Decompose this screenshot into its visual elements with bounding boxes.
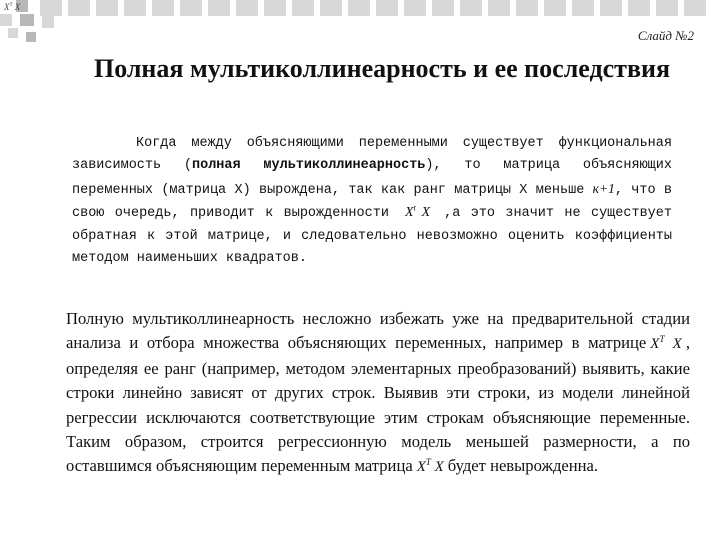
decorative-square <box>544 0 566 16</box>
decorative-square <box>124 0 146 16</box>
paragraph-full-multicollinearity <box>72 133 672 270</box>
decorative-square <box>460 0 482 16</box>
decorative-square <box>292 0 314 16</box>
slide-title: Полная мультиколлинеарность и ее последствия <box>93 54 671 83</box>
decorative-square <box>20 14 34 26</box>
decorative-square <box>180 0 202 16</box>
decorative-square <box>628 0 650 16</box>
decorative-square <box>208 0 230 16</box>
decorative-square <box>600 0 622 16</box>
corner-formula: $X^T$ X <box>4 2 21 12</box>
decorative-squares-band <box>0 0 720 44</box>
paragraph2-text-3: будет невырожденна. <box>447 456 599 476</box>
paragraph2-text-2: , определяя ее ранг (например, методом элементарных преобразований) выявить, какие строки линейно зависят от других строк. Выявив эти строки, из модели линейной регрессии исключаются соответствующие этим строкам объясняющие переменные. Таким образом, строится регрессионную модель меньшей размерности, а по оставшимся объясняющим переменным матрица <box>66 333 691 476</box>
formula-xtx: $X^t$ X <box>404 203 431 221</box>
decorative-square <box>376 0 398 16</box>
decorative-square <box>42 16 54 28</box>
paragraph1-text-4: ,а это значит не существует обратная к этой матрице, и следовательно невозможно оценить коэффициенты методом наименьших квадратов. <box>72 206 672 267</box>
decorative-square <box>516 0 538 16</box>
paragraph1-text-3: , что в свою очередь, приводит к вырожденности <box>72 182 673 222</box>
paragraph1-term: полная мультиколлинеарность <box>192 158 426 174</box>
decorative-square <box>348 0 370 16</box>
paragraph1-rank-expression: к+1 <box>592 180 615 196</box>
decorative-square <box>8 28 18 38</box>
decorative-square <box>152 0 174 16</box>
decorative-square <box>656 0 678 16</box>
paragraph2-text-1: Полную мультиколлинеарность несложно избежать уже на предварительной стадии анализа и отбора множества объясняющих переменных, например в матрице <box>66 309 690 353</box>
decorative-square <box>320 0 342 16</box>
decorative-square <box>26 32 36 42</box>
slide-number: Слайд №2 <box>637 28 694 43</box>
decorative-square <box>432 0 454 16</box>
decorative-square <box>572 0 594 16</box>
paragraph1-text-1: Когда между объясняющими переменными существует функциональная зависимость ( <box>72 136 672 174</box>
decorative-square <box>0 14 12 26</box>
decorative-square <box>684 0 706 16</box>
formula-xtx-1: $X^T$ X <box>650 334 682 353</box>
formula-xtx-2: $X^T$ X <box>416 457 444 476</box>
paragraph1-text-2: ), то матрица объясняющих переменных (матрица X) вырождена, так как ранг матрицы X меньше <box>72 158 672 198</box>
decorative-square <box>68 0 90 16</box>
decorative-square <box>236 0 258 16</box>
decorative-square <box>40 0 62 16</box>
paragraph-avoid-multicollinearity <box>66 307 690 480</box>
decorative-square <box>96 0 118 16</box>
decorative-square <box>404 0 426 16</box>
decorative-square <box>264 0 286 16</box>
decorative-square <box>488 0 510 16</box>
